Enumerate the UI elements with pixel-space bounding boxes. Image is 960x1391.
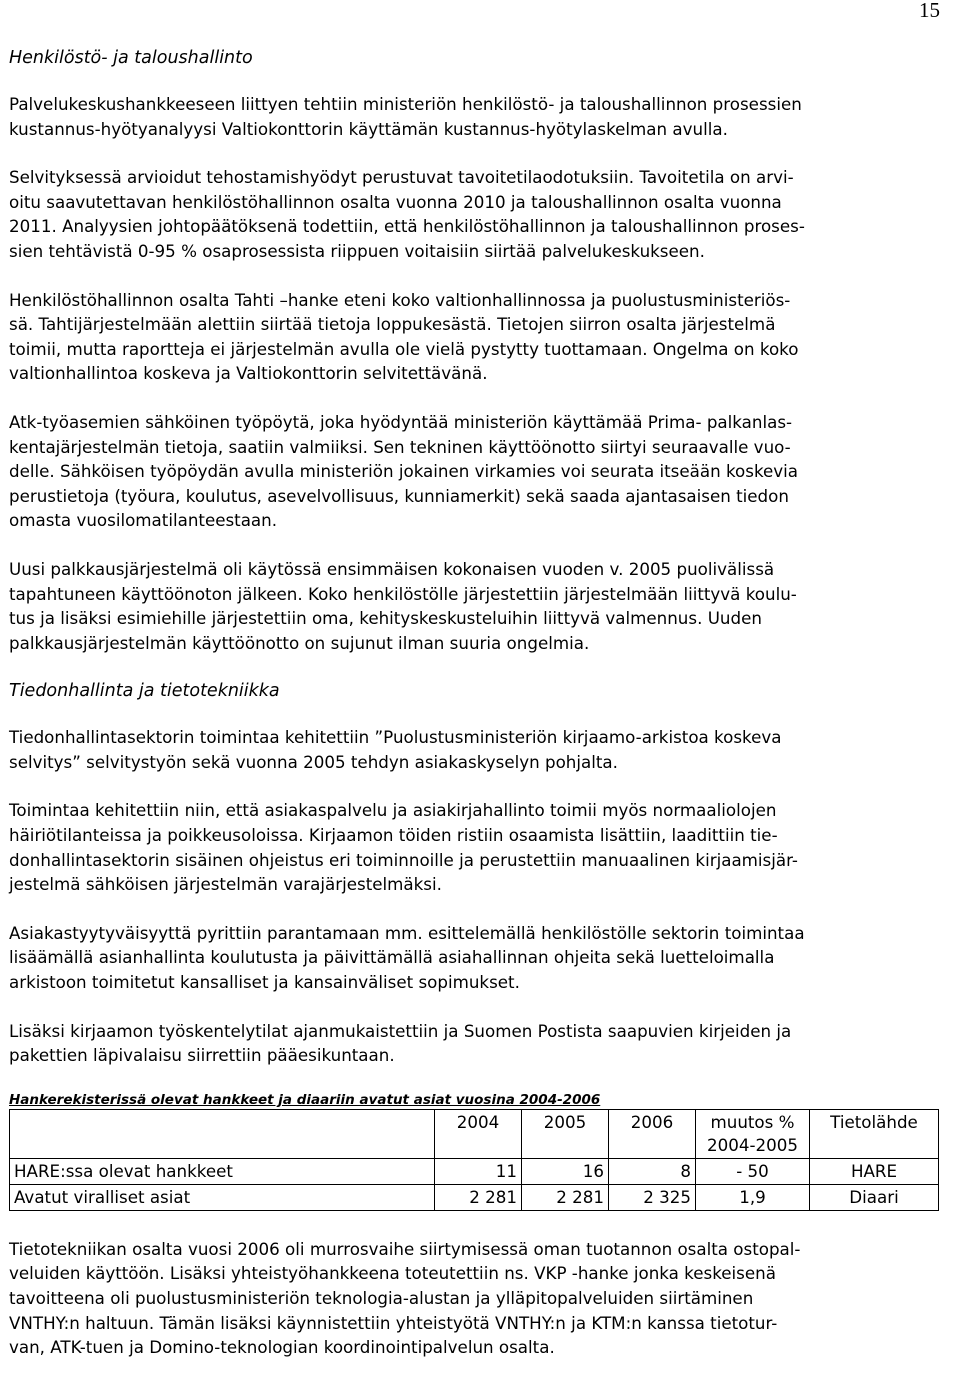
paragraph: Lisäksi kirjaamon työskentelytilat ajanmukaistettiin ja Suomen Postista saapuvien kirjeiden ja pakettien läpivalaisu siirrettiin pääesikuntaan. — [9, 1020, 792, 1066]
paragraph: Palvelukeskushankkeeseen liittyen tehtiin ministeriön henkilöstö- ja taloushallinnon prosessien kustannus-hyötyanalyysi Valtiokonttorin käyttämän kustannus-hyötylaskelman avulla. — [9, 94, 802, 139]
table-caption: Hankerekisterissä olevat hankkeet ja diaariin avatut asiat vuosina 2004-2006 — [9, 1091, 601, 1108]
header-cell-2005: 2005 — [522, 1109, 609, 1158]
cell-value: 2 281 — [435, 1184, 522, 1210]
paragraph: Selvityksessä arvioidut tehostamishyödyt perustuvat tavoitetilaodotuksiin. Tavoitetila on arvi- oitu saavutettavan henkilöstöhallinnon osalta vuonna 2010 ja taloushallinnon osalta vuonna 2011. Analyysien johtopäätöksenä todettiin, että henkilöstöhallinnon ja taloushallinnon proses- sien tehtävistä 0-95 % osaprosessista riippuen voitaisiin siirtää palvelukeskukseen. — [9, 167, 805, 261]
section-heading-information-management: Tiedonhallinta ja tietotekniikka — [9, 681, 280, 702]
cell-source: Diaari — [810, 1184, 939, 1210]
table-row — [10, 1184, 939, 1210]
paragraph: Uusi palkkausjärjestelmä oli käytössä ensimmäisen kokonaisen vuoden v. 2005 puolivälissä tapahtuneen käyttöönoton jälkeen. Koko henkilöstölle järjestettiin järjestelmään liittyvä koulu- tus ja lisäksi esimiehille järjestettiin oma, kehityskeskusteluihin liittyvä valmennus. Uuden palkkausjärjestelmän käyttöönotto on sujunut ilman suuria ongelmia. — [9, 558, 797, 653]
paragraph: Tiedonhallintasektorin toimintaa kehitettiin ”Puolustusministeriön kirjaamo-arkistoa koskeva selvitys” selvitystyön sekä vuonna 2005 tehdyn asiakaskyselyn pohjalta. — [9, 727, 782, 772]
cell-change: - 50 — [696, 1158, 810, 1184]
header-cell — [10, 1109, 435, 1158]
page-number: 15 — [919, 0, 940, 22]
cell-value: 11 — [435, 1158, 522, 1184]
header-cell-source: Tietolähde — [810, 1109, 939, 1158]
cell-value: 2 281 — [522, 1184, 609, 1210]
paragraph: Toimintaa kehitettiin niin, että asiakaspalvelu ja asiakirjahallinto toimii myös normaaliolojen häiriötilanteissa ja poikkeusoloissa. Kirjaamon töiden ristiin osaamista lisättiin, laadittiin tie- donhallintasektorin sisäinen ohjeistus eri toiminnoille ja perustettiin manuaalinen kirjaamisjär- jestelmä sähköisen järjestelmän varajärjestelmäksi. — [9, 800, 798, 895]
cell-value: 16 — [522, 1158, 609, 1184]
header-cell-change: muutos % 2004-2005 — [696, 1109, 810, 1158]
projects-table — [9, 1109, 939, 1211]
row-label: HARE:ssa olevat hankkeet — [10, 1158, 435, 1184]
paragraph: Atk-työasemien sähköinen työpöytä, joka hyödyntää ministeriön käyttämää Prima- palkanlas- kentajärjestelmän tietoja, saatiin valmiiksi. Sen tekninen käyttöönotto siirtyi seuraavalle vuo- delle. Sähköisen työpöydän avulla ministeriön jokainen virkamies voi seurata itseään koskevia perustietoja (työura, koulutus, asevelvollisuus, kunniamerkit) sekä saada ajantasaisen tiedon omasta vuosilomatilanteestaan. — [9, 411, 799, 531]
paragraph: Tietotekniikan osalta vuosi 2006 oli murrosvaihe siirtymisessä oman tuotannon osalta ostopal- veluiden käyttöön. Lisäksi yhteistyöhankkeena toteutettiin ns. VKP -hanke jonka keskeisenä tavoitteena oli puolustusministeriön teknologia-alustan ja ylläpitopalveluiden siirtäminen VNTHY:n haltuun. Tämän lisäksi käynnistettiin yhteistyötä VNTHY:n ja KTM:n kanssa tietotur- van, ATK-tuen ja Domino-teknologian koordinointipalvelun osalta. — [9, 1238, 801, 1358]
paragraph: Henkilöstöhallinnon osalta Tahti –hanke eteni koko valtionhallinnossa ja puolustusministeriös- sä. Tahtijärjestelmään alettiin siirtää tietoja loppukesästä. Tietojen siirron osalta järjestelmä toimii, mutta raportteja ei järjestelmän avulla ole vielä pystytty tuottamaan. Ongelma on koko valtionhallintoa koskeva ja Valtiokonttorin selvitettävänä. — [9, 289, 799, 384]
cell-value: 2 325 — [609, 1184, 696, 1210]
cell-source: HARE — [810, 1158, 939, 1184]
header-cell-2004: 2004 — [435, 1109, 522, 1158]
cell-change: 1,9 — [696, 1184, 810, 1210]
row-label: Avatut viralliset asiat — [10, 1184, 435, 1210]
header-cell-2006: 2006 — [609, 1109, 696, 1158]
document-body — [9, 46, 945, 1384]
table-row — [10, 1158, 939, 1184]
section-heading-hr-finance: Henkilöstö- ja taloushallinto — [9, 48, 253, 68]
table-header-row — [10, 1109, 939, 1158]
paragraph: Asiakastyytyväisyyttä pyrittiin parantamaan mm. esittelemällä henkilöstölle sektorin toimintaa lisäämällä asianhallinta koulutusta ja päivittämällä asiahallinnan ohjeita sekä luetteloimalla arkistoon toimitetut kansalliset ja kansainväliset sopimukset. — [9, 922, 805, 993]
cell-value: 8 — [609, 1158, 696, 1184]
